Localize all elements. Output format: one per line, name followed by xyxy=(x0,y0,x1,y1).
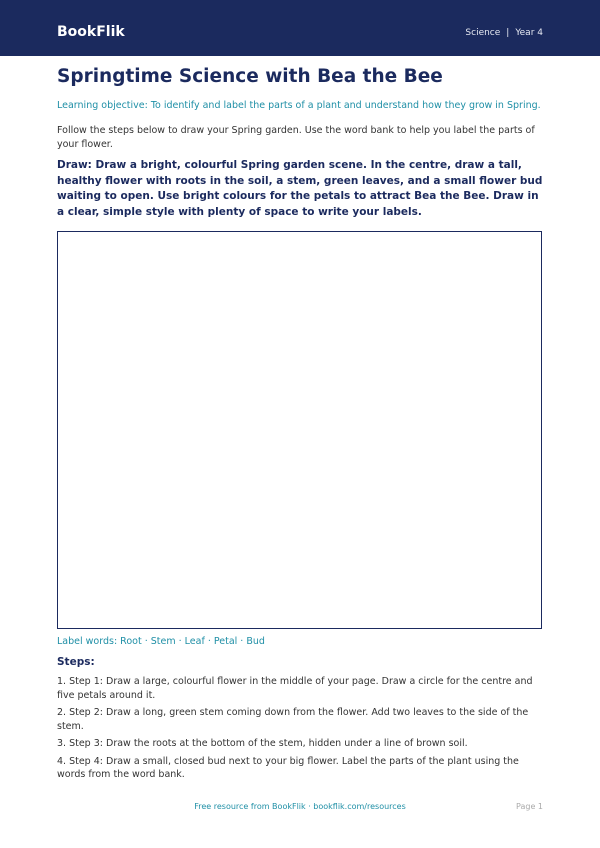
meta-separator: | xyxy=(506,28,510,38)
draw-prompt: Draw: Draw a bright, colourful Spring garden scene. In the centre, draw a tall, healthy flower with roots in the soil, a stem, green leaves, and a small flower bud waiting to open. Use bright colours for the petals to attract Bea the Bee. Draw in a clear, simple style with plenty of space to write your labels. xyxy=(57,159,543,218)
year-label: Year 4 xyxy=(515,28,543,38)
page-title: Springtime Science with Bea the Bee xyxy=(57,66,443,87)
page-header xyxy=(0,0,600,56)
steps-list xyxy=(57,675,543,786)
intro-text: Follow the steps below to draw your Spring garden. Use the word bank to help you label the parts of your flower. xyxy=(57,125,535,150)
footer-resource-link[interactable]: Free resource from BookFlik · bookflik.com/resources xyxy=(194,802,406,811)
step-item: 1. Step 1: Draw a large, colourful flower in the middle of your page. Draw a circle for the centre and five petals around it. xyxy=(57,676,533,701)
label-word-bank: Label words: Root · Stem · Leaf · Petal · Bud xyxy=(57,636,265,647)
learning-objective: Learning objective: To identify and label the parts of a plant and understand how they grow in Spring. xyxy=(57,100,541,111)
step-item: 4. Step 4: Draw a small, closed bud next to your big flower. Label the parts of the plant using the words from the word bank. xyxy=(57,755,519,780)
step-item: 2. Step 2: Draw a long, green stem coming down from the flower. Add two leaves to the side of the stem. xyxy=(57,707,529,732)
subject-year xyxy=(465,28,543,38)
drawing-area[interactable] xyxy=(57,231,542,629)
subject-label: Science xyxy=(465,28,501,38)
page-number: Page 1 xyxy=(516,802,543,811)
steps-heading: Steps: xyxy=(57,656,95,668)
brand-logo[interactable]: BookFlik xyxy=(57,24,125,40)
step-item: 3. Step 3: Draw the roots at the bottom of the stem, hidden under a line of brown soil. xyxy=(57,738,468,749)
